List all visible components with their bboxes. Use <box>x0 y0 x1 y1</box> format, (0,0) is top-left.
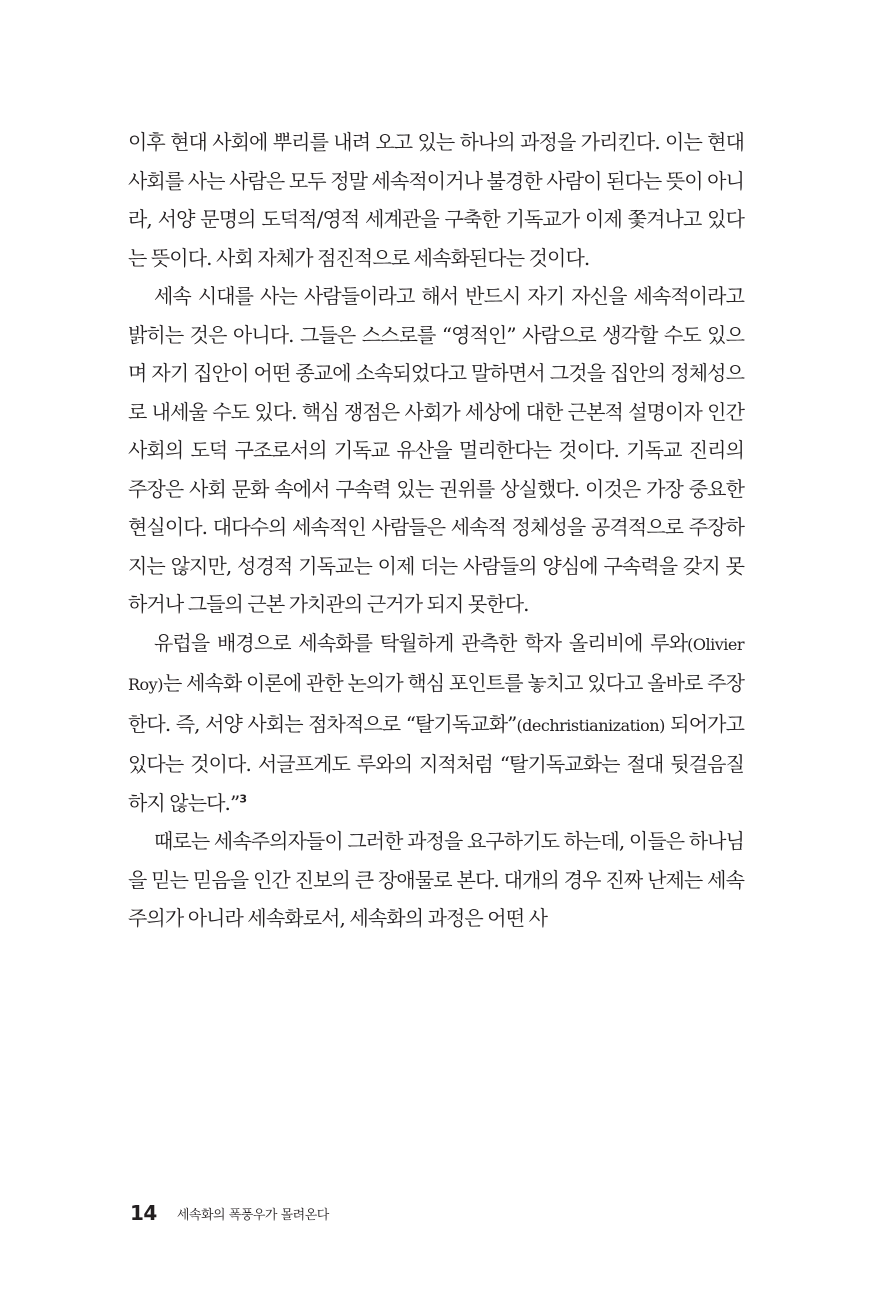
page-footer <box>130 1199 329 1227</box>
running-title: 세속화의 폭풍우가 몰려온다 <box>176 1207 329 1223</box>
body-text <box>128 123 744 938</box>
paragraph-2: 세속 시대를 사는 사람들이라고 해서 반드시 자기 자신을 세속적이라고 밝히는 것은 아니다. 그들은 스스로를 “영적인” 사람으로 생각할 수도 있으며 자기 집안이 어떤 종교에 소속되었다고 말하면서 그것을 집안의 정체성으로 내세울 수도 있다. 핵심 쟁점은 사회가 세상에 대한 근본적 설명이자 인간 사회의 도덕 구조로서의 기독교 유산을 멀리한다는 것이다. 기독교 진리의 주장은 사회 문화 속에서 구속력 있는 권위를 상실했다. 이것은 가장 중요한 현실이다. 대다수의 세속적인 사람들은 세속적 정체성을 공격적으로 주장하지는 않지만, 성경적 기독교는 이제 더는 사람들의 양심에 구속력을 갖지 못하거나 그들의 근본 가치관의 근거가 되지 못한다. <box>128 284 744 616</box>
paragraph-3-part-1: 유럽을 배경으로 세속화를 탁월하게 관측한 학자 올리비에 루와 <box>154 630 688 655</box>
term-dechristianization: (dechristianization) <box>516 715 665 735</box>
paragraph-3 <box>128 624 744 823</box>
paragraph-3-part-3: 되어가고 있다는 것이다. 서글프게도 루와의 지적처럼 “탈기독교화는 절대 뒷걸음질하지 않는다.” <box>128 711 744 815</box>
paragraph-1: 이후 현대 사회에 뿌리를 내려 오고 있는 하나의 과정을 가리킨다. 이는 현대 사회를 사는 사람은 모두 정말 세속적이거나 불경한 사람이 된다는 뜻이 아니라, 서양 문명의 도덕적/영적 세계관을 구축한 기독교가 이제 쫓겨나고 있다는 뜻이다. 사회 자체가 점진적으로 세속화된다는 것이다. <box>128 130 744 270</box>
footnote-marker[interactable]: 3 <box>239 791 247 805</box>
paragraph-4: 때로는 세속주의자들이 그러한 과정을 요구하기도 하는데, 이들은 하나님을 믿는 믿음을 인간 진보의 큰 장애물로 본다. 대개의 경우 진짜 난제는 세속주의가 아니라 세속화로서, 세속화의 과정은 어떤 사 <box>128 829 744 930</box>
page-number: 14 <box>130 1201 157 1225</box>
name-olivier-roy: (Olivier Roy) <box>128 634 744 694</box>
paragraph-3-part-2: 는 세속화 이론에 관한 논의가 핵심 포인트를 놓치고 있다고 올바로 주장한다. 즉, 서양 사회는 점차적으로 “탈기독교화” <box>128 671 744 736</box>
